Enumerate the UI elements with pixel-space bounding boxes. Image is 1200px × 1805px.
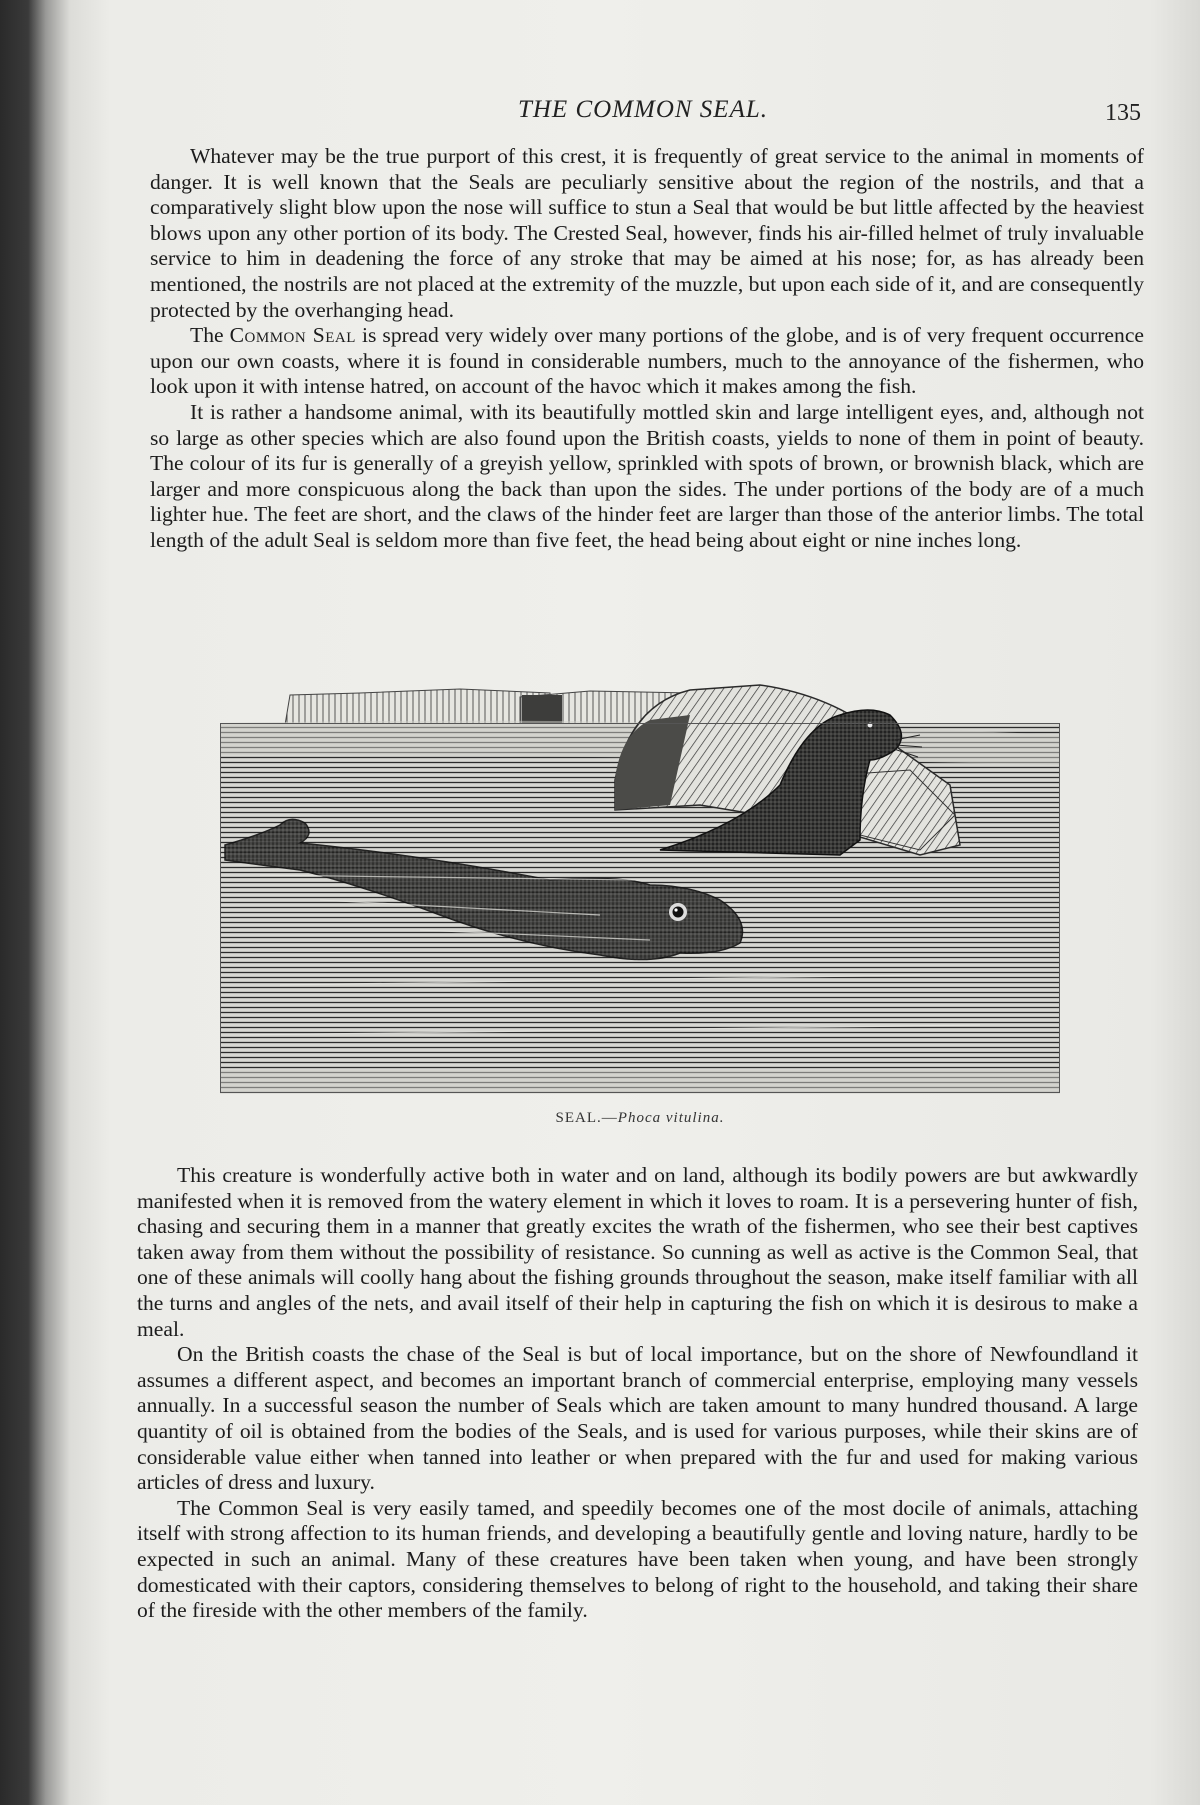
paragraph-activity: This creature is wonderfully active both in water and on land, although its bodily powers are but awkwardly manifested when it is removed from the watery element in which it loves to roam. It is a persevering hunter of fish, chasing and securing them in a manner that greatly excites the wrath of the fishermen, who see their best captives taken away from them without the possibility of resistance. So cunning as well as active is the Common Seal, that one of these animals will coolly hang about the fishing grounds throughout the season, make itself familiar with all the turns and angles of the nets, and avail itself of their help in capturing the fish on which it is desirous to make a meal. bbox=[137, 1163, 1138, 1341]
lead-prefix: The bbox=[190, 323, 230, 348]
figure-caption bbox=[220, 1110, 1060, 1127]
running-title: THE COMMON SEAL. bbox=[517, 96, 769, 123]
seal-illustration bbox=[220, 675, 1060, 1105]
paragraph-body: is spread very widely over many portions of the globe, and is of very frequent occurrence upon our own coasts, where it is found in considerable numbers, much to the annoyance of the fishermen, who look upon it with intense hatred, on account of the havoc which it makes among the fish. bbox=[150, 323, 1144, 399]
text-block-top bbox=[150, 144, 1144, 554]
paragraph-crest: Whatever may be the true purport of this crest, it is frequently of great service to the animal in moments of danger. It is well known that the Seals are peculiarly sensitive about the region of the nostrils, and that a comparatively slight blow upon the nose will suffice to stun a Seal that would be but little affected by the heaviest blows upon any other portion of its body. The Crested Seal, however, finds his air-filled helmet of truly invaluable service to him in deadening the force of any stroke that may be aimed at his nose; for, as has already been mentioned, the nostrils are not placed at the extremity of the muzzle, but upon each side of it, and are consequently protected by the overhanging head. bbox=[150, 144, 1144, 322]
caption-label: SEAL.— bbox=[555, 1110, 618, 1126]
paragraph-description: It is rather a handsome animal, with its beautifully mottled skin and large intelligent eyes, and, although not so large as other species which are also found upon the British coasts, yields to none of them in point of beauty. The colour of its fur is generally of a greyish yellow, sprinkled with spots of brown, or brownish black, which are larger and more conspicuous along the back than upon the sides. The under portions of the body are of a much lighter hue. The feet are short, and the claws of the hinder feet are larger than those of the anterior limbs. The total length of the adult Seal is seldom more than five feet, the head being about eight or nine inches long. bbox=[150, 399, 1144, 552]
page-number: 135 bbox=[1105, 100, 1141, 126]
caption-latin-name: Phoca vitulina. bbox=[617, 1110, 725, 1126]
paragraph-taming: The Common Seal is very easily tamed, and speedily becomes one of the most docile of animals, attaching itself with strong affection to its human friends, and developing a beautifully gentle and loving nature, hardly to be expected in such an animal. Many of these creatures have been taken when young, and have been strongly domesticated with their captors, considering themselves to belong of right to the household, and taking their share of the fireside with the other members of the family. bbox=[137, 1495, 1138, 1623]
text-block-bottom bbox=[137, 1163, 1138, 1624]
paragraph-newfoundland: On the British coasts the chase of the Seal is but of local importance, but on the shore of Newfoundland it assumes a different aspect, and becomes an important branch of commercial enterprise, employing many vessels annually. In a successful season the number of Seals which are taken amount to many hundred thousand. A large quantity of oil is obtained from the bodies of the Seals, and is used for various purposes, while their skins are of considerable value either when tanned into leather or when prepared with the fur and used for making various articles of dress and luxury. bbox=[137, 1342, 1138, 1495]
paragraph-common-seal-intro bbox=[150, 323, 1144, 400]
seal-engraving bbox=[220, 675, 1060, 1105]
small-caps-term: Common Seal bbox=[229, 323, 356, 348]
page-header bbox=[145, 96, 1141, 128]
